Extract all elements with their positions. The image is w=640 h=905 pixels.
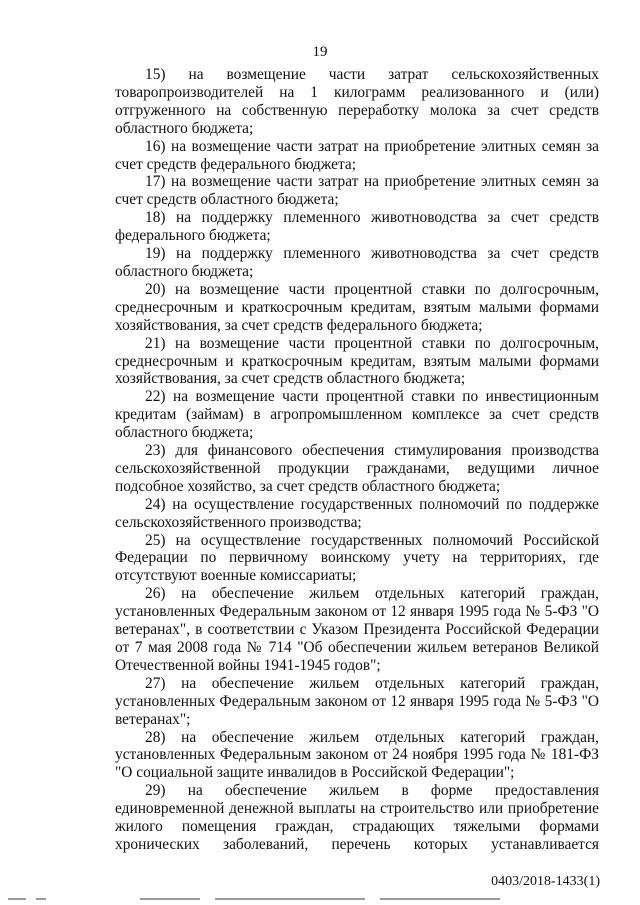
list-item-first-line: 25) на осуществление государственных полномочий Российской (145, 531, 599, 549)
document-body (115, 66, 599, 854)
list-item (115, 138, 599, 174)
list-item-text: кредитам (займам) в агропромышленном комплексе за счет средств областного бюджета; (115, 406, 599, 442)
list-item-first-line: 19) на поддержку племенного животноводства за счет средств (145, 245, 599, 263)
list-item-text: сельскохозяйственного производства; (115, 513, 362, 531)
list-item-first-line: 29) на обеспечение жильем в форме предоставления (145, 782, 599, 800)
list-item-text: товаропроизводителей на 1 килограмм реализованного и (или) отгруженного на собственную переработку молока за счет средств областного бюджета; (115, 83, 599, 137)
list-item-first-line: 20) на возмещение части процентной ставки по долгосрочным, (145, 280, 599, 298)
list-item (115, 245, 599, 281)
list-item-text: единовременной денежной выплаты на строительство или приобретение жилого помещения граждан, страдающих тяжелыми формами хронических заболеваний, перечень которых устанавливается (115, 800, 599, 853)
list-item-first-line: 24) на осуществление государственных полномочий по поддержке (145, 495, 599, 513)
scan-artifact-line (0, 898, 640, 901)
list-item-text: среднесрочным и краткосрочным кредитам, взятым малыми формами хозяйствования, за счет средств федерального бюджета; (115, 298, 599, 334)
list-item-text: федерального бюджета; (115, 227, 271, 245)
list-item (115, 281, 599, 335)
list-item-text: Федерации по первичному воинскому учету на территориях, где отсутствуют военные комиссариаты; (115, 549, 599, 585)
list-item (115, 675, 599, 729)
list-item-text: установленных Федеральным законом от 24 ноября 1995 года № 181-ФЗ "О социальной защите инвалидов в Российской Федерации"; (115, 746, 599, 782)
page-number: 19 (312, 44, 328, 60)
list-item-first-line: 23) для финансового обеспечения стимулирования производства (145, 442, 599, 460)
list-item (115, 388, 599, 442)
list-item-first-line: 21) на возмещение части процентной ставки по долгосрочным, (145, 334, 599, 352)
list-item (115, 782, 599, 854)
list-item-text: установленных Федеральным законом от 12 января 1995 года № 5-ФЗ "О ветеранах"; (115, 692, 599, 728)
list-item-first-line: 22) на возмещение части процентной ставки по инвестиционным (145, 388, 599, 406)
list-item-text: счет средств федерального бюджета; (115, 155, 357, 173)
list-item-first-line: 17) на возмещение части затрат на приобретение элитных семян за (145, 173, 599, 191)
list-item-first-line: 16) на возмещение части затрат на приобретение элитных семян за (145, 137, 599, 155)
list-item (115, 532, 599, 586)
list-item (115, 66, 599, 138)
list-item-text: среднесрочным и краткосрочным кредитам, взятым малыми формами хозяйствования, за счет средств областного бюджета; (115, 352, 599, 388)
list-item-text: установленных Федеральным законом от 12 января 1995 года № 5-ФЗ "О ветеранах", в соответствии с Указом Президента Российской Федерации от 7 мая 2008 года № 714 "Об обеспечении жильем ветеранов Великой Отечественной войны 1941-1945 годов"; (115, 603, 599, 674)
list-item (115, 729, 599, 783)
list-item-text: областного бюджета; (115, 262, 254, 280)
list-item (115, 585, 599, 675)
list-item-first-line: 15) на возмещение части затрат сельскохозяйственных (145, 66, 599, 83)
list-item-text: счет средств областного бюджета; (115, 191, 339, 209)
list-item-first-line: 26) на обеспечение жильем отдельных категорий граждан, (145, 585, 599, 603)
list-item (115, 442, 599, 496)
list-item-first-line: 27) на обеспечение жильем отдельных категорий граждан, (145, 674, 599, 692)
document-code: 0403/2018-1433(1) (491, 874, 600, 889)
list-item-text: сельскохозяйственной продукции гражданами, ведущими личное подсобное хозяйство, за счет средств областного бюджета; (115, 459, 599, 495)
list-item (115, 173, 599, 209)
list-item-first-line: 18) на поддержку племенного животноводства за счет средств (145, 209, 599, 227)
list-item (115, 335, 599, 389)
list-item (115, 209, 599, 245)
list-item (115, 496, 599, 532)
list-item-first-line: 28) на обеспечение жильем отдельных категорий граждан, (145, 728, 599, 746)
